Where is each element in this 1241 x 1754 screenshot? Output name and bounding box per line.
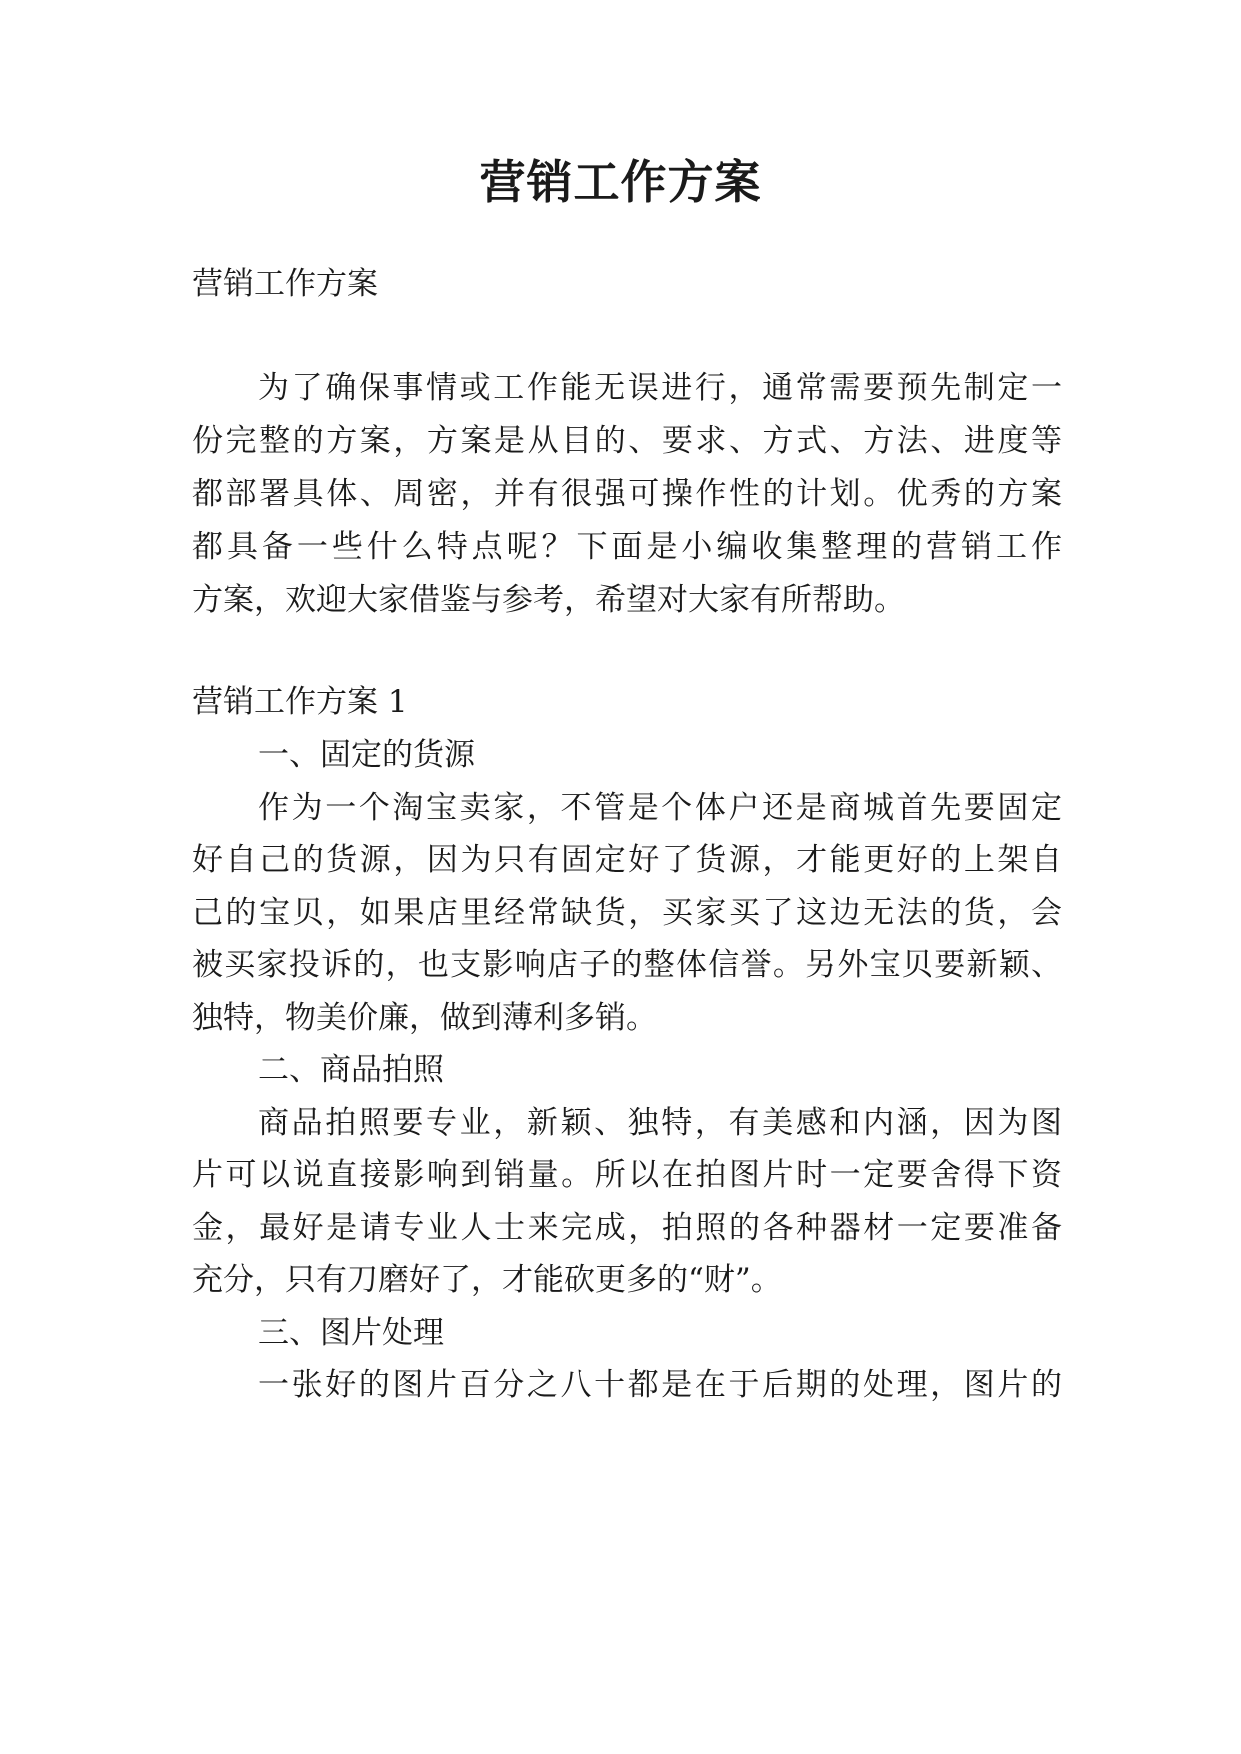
body-line: 作为一个淘宝卖家，不管是个体户还是商城首先要固定 — [258, 790, 1062, 826]
intro-line-5: 方案，欢迎大家借鉴与参考，希望对大家有所帮助。 — [192, 582, 905, 618]
subheading-2: 二、商品拍照 — [258, 1052, 444, 1088]
intro-line-1: 为了确保事情或工作能无误进行，通常需要预先制定一 — [258, 370, 1062, 406]
body-line: 被买家投诉的，也支影响店子的整体信誉。另外宝贝要新颖、 — [192, 947, 1062, 983]
body-line: 独特，物美价廉，做到薄利多销。 — [192, 1000, 657, 1036]
subheading-3: 三、图片处理 — [258, 1315, 444, 1351]
document-title: 营销工作方案 — [479, 155, 762, 209]
document-subtitle: 营销工作方案 — [192, 266, 378, 302]
body-line: 己的宝贝，如果店里经常缺货，买家买了这边无法的货，会 — [192, 895, 1062, 931]
body-line: 充分，只有刀磨好了，才能砍更多的“财”。 — [192, 1262, 782, 1298]
body-line: 一张好的图片百分之八十都是在于后期的处理，图片的 — [258, 1367, 1062, 1403]
intro-line-2: 份完整的方案，方案是从目的、要求、方式、方法、进度等 — [192, 423, 1062, 459]
intro-line-4: 都具备一些什么特点呢？下面是小编收集整理的营销工作 — [192, 529, 1062, 565]
section-heading: 营销工作方案 1 — [192, 684, 408, 720]
body-line: 片可以说直接影响到销量。所以在拍图片时一定要舍得下资 — [192, 1157, 1062, 1193]
body-line: 好自己的货源，因为只有固定好了货源，才能更好的上架自 — [192, 842, 1062, 878]
body-line: 商品拍照要专业，新颖、独特，有美感和内涵，因为图 — [258, 1105, 1062, 1141]
subheading-1: 一、固定的货源 — [258, 737, 475, 773]
intro-line-3: 都部署具体、周密，并有很强可操作性的计划。优秀的方案 — [192, 476, 1062, 512]
body-line: 金，最好是请专业人士来完成，拍照的各种器材一定要准备 — [192, 1210, 1062, 1246]
